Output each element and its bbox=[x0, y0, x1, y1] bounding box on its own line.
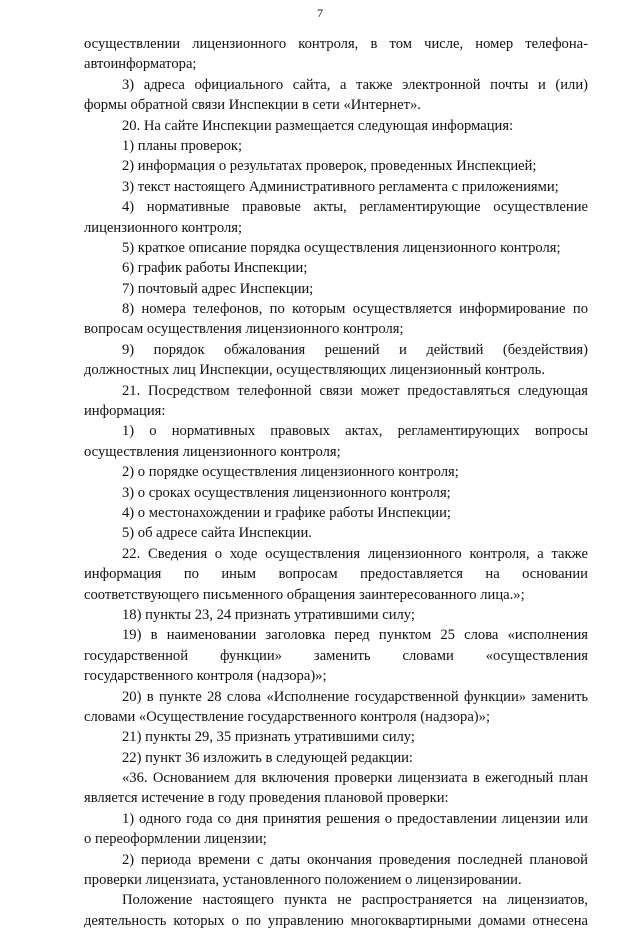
page-number: 7 bbox=[317, 6, 323, 20]
text-line: словами «Осуществление государственного контроля (надзора)»; bbox=[84, 708, 491, 725]
text-line: 21. Посредством телефонной связи может предоставляться следующая bbox=[122, 382, 588, 399]
text-line: Положение настоящего пункта не распространяется на лицензиатов, bbox=[122, 892, 588, 909]
text-line: информация: bbox=[84, 403, 166, 420]
text-line: автоинформатора; bbox=[84, 56, 197, 73]
text-line: осуществления лицензионного контроля; bbox=[84, 443, 341, 460]
text-line: формы обратной связи Инспекции в сети «Интернет». bbox=[84, 97, 421, 114]
text-line: 20. На сайте Инспекции размещается следующая информация: bbox=[122, 117, 514, 134]
text-line: 20) в пункте 28 слова «Исполнение государственной функции» заменить bbox=[122, 688, 588, 705]
text-line: осуществлении лицензионного контроля, в том числе, номер телефона- bbox=[84, 36, 588, 52]
text-line: 2) периода времени с даты окончания проведения последней плановой bbox=[122, 851, 588, 868]
text-line: 8) номера телефонов, по которым осуществляется информирование по bbox=[122, 301, 588, 318]
text-line: 6) график работы Инспекции; bbox=[122, 260, 308, 277]
text-line: 4) нормативные правовые акты, регламентирующие осуществление bbox=[122, 199, 588, 216]
text-line: 18) пункты 23, 24 признать утратившими силу; bbox=[122, 606, 415, 623]
text-line: 5) об адресе сайта Инспекции. bbox=[122, 525, 312, 542]
text-line: 3) адреса официального сайта, а также электронной почты и (или) bbox=[122, 76, 588, 93]
text-line: 5) краткое описание порядка осуществления лицензионного контроля; bbox=[122, 239, 561, 256]
text-line: 1) о нормативных правовых актах, регламентирующих вопросы bbox=[122, 423, 588, 440]
text-line: 3) текст настоящего Административного регламента с приложениями; bbox=[122, 178, 559, 195]
text-line: 22) пункт 36 изложить в следующей редакции: bbox=[122, 749, 413, 766]
text-line: проверки лицензиата, установленного положением о лицензировании. bbox=[84, 872, 522, 889]
text-line: лицензионного контроля; bbox=[84, 219, 243, 236]
text-line: 3) о сроках осуществления лицензионного контроля; bbox=[122, 484, 451, 501]
text-line: 1) одного года со дня принятия решения о предоставлении лицензии или bbox=[122, 810, 588, 827]
text-line: деятельность которых о по управлению многоквартирными домами отнесена bbox=[84, 912, 588, 929]
text-line: 7) почтовый адрес Инспекции; bbox=[122, 280, 314, 297]
text-line: 2) информация о результатах проверок, проведенных Инспекцией; bbox=[122, 158, 537, 175]
text-line: соответствующего письменного обращения заинтересованного лица.»; bbox=[84, 586, 525, 603]
text-line: информация по иным вопросам предоставляется на основании bbox=[84, 566, 588, 583]
text-line: 19) в наименовании заголовка перед пунктом 25 слова «исполнения bbox=[122, 627, 588, 644]
text-line: 2) о порядке осуществления лицензионного контроля; bbox=[122, 464, 459, 481]
text-line: «36. Основанием для включения проверки лицензиата в ежегодный план bbox=[122, 770, 588, 787]
document-body bbox=[84, 34, 588, 931]
text-line: вопросам осуществления лицензионного контроля; bbox=[84, 321, 404, 338]
text-line: 4) о местонахождении и графике работы Инспекции; bbox=[122, 504, 451, 521]
text-line: 9) порядок обжалования решений и действий (бездействия) bbox=[122, 341, 588, 358]
text-line: 1) планы проверок; bbox=[122, 137, 243, 154]
text-line: о переоформлении лицензии; bbox=[84, 831, 267, 848]
text-line: государственного контроля (надзора)»; bbox=[84, 668, 327, 685]
text-line: 21) пункты 29, 35 признать утратившими силу; bbox=[122, 729, 415, 746]
text-line: государственной функции» заменить словами «осуществления bbox=[84, 647, 588, 664]
text-line: должностных лиц Инспекции, осуществляющих лицензионный контроль. bbox=[84, 362, 545, 379]
text-line: 22. Сведения о ходе осуществления лицензионного контроля, а также bbox=[122, 545, 588, 562]
text-line: является истечение в году проведения плановой проверки: bbox=[84, 790, 449, 807]
